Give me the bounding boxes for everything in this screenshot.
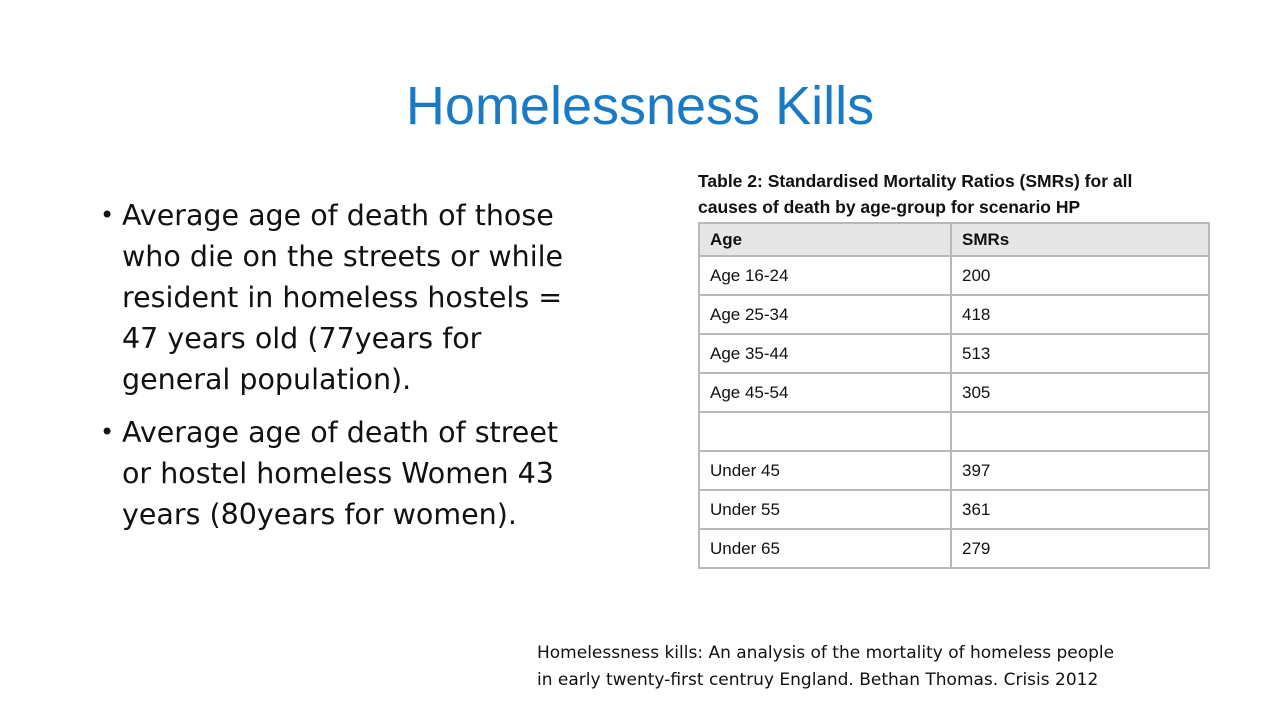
table-row-empty [699, 412, 1209, 451]
age-cell: Age 16-24 [699, 256, 951, 295]
bullet-dot-icon: • [100, 418, 115, 446]
age-cell: Under 55 [699, 490, 951, 529]
table-row [699, 373, 1209, 412]
age-cell: Under 45 [699, 451, 951, 490]
age-cell: Age 25-34 [699, 295, 951, 334]
citation-line: in early twenty-first centruy England. Bethan Thomas. Crisis 2012 [537, 670, 1099, 690]
table-caption-line: causes of death by age-group for scenario HP [698, 197, 1081, 217]
slide-title: Homelessness Kills [405, 76, 875, 136]
smr-table [698, 222, 1210, 569]
smr-cell: 361 [951, 490, 1209, 529]
table-row [699, 256, 1209, 295]
bullet-item [100, 195, 580, 400]
age-cell [699, 412, 951, 451]
citation-line: Homelessness kills: An analysis of the mortality of homeless people [537, 643, 1115, 663]
bullet-text: Average age of death of those who die on the streets or while resident in homeless hostels = 47 years old (77years for general population). [122, 199, 564, 396]
table-row [699, 490, 1209, 529]
age-cell: Age 45-54 [699, 373, 951, 412]
smr-cell: 418 [951, 295, 1209, 334]
table-header-row [699, 223, 1209, 256]
column-header-age: Age [699, 223, 951, 256]
age-cell: Under 65 [699, 529, 951, 568]
bullet-list [100, 195, 580, 547]
age-cell: Age 35-44 [699, 334, 951, 373]
smr-cell: 279 [951, 529, 1209, 568]
table-caption [698, 168, 1238, 220]
table-row [699, 295, 1209, 334]
smr-cell: 397 [951, 451, 1209, 490]
table-row [699, 334, 1209, 373]
smr-cell: 200 [951, 256, 1209, 295]
table-row [699, 451, 1209, 490]
source-citation [537, 640, 1237, 694]
bullet-item [100, 412, 580, 535]
smr-cell [951, 412, 1209, 451]
table-row [699, 529, 1209, 568]
smr-cell: 513 [951, 334, 1209, 373]
smr-cell: 305 [951, 373, 1209, 412]
column-header-smrs: SMRs [951, 223, 1209, 256]
table-caption-line: Table 2: Standardised Mortality Ratios (SMRs) for all [698, 171, 1133, 191]
bullet-text: Average age of death of street or hostel homeless Women 43 years (80years for women). [122, 416, 559, 531]
bullet-dot-icon: • [100, 201, 115, 229]
